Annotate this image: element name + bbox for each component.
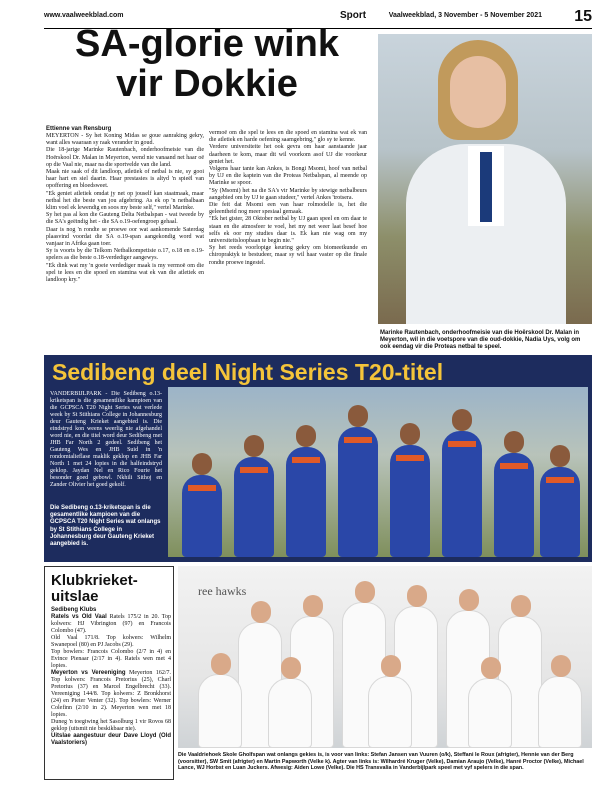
lead-column-1 [46,133,204,284]
paragraph: "Ek geniet atletiek omdat jy net op jouself kan staatmaak, maar netbal het die beste van jou afgebring. As ek op 'n netbalbaan klim voel ek lewendig en soos my beste self," vertel Marinke. [46,190,204,212]
player-figure [286,447,326,557]
paragraph: Sy is voorts by die Telkom Netbalkompetisie o.17, o.18 en o.19-spelers as die beste o.18-verdediger aangewys. [46,248,204,262]
photo-banner-text: ree hawks [198,584,247,598]
paragraph: MEYERTON - Sy het Koning Midas se goue aanraking gekry, want alles waaraan sy raak verander in goud. [46,133,204,147]
club-cricket-results-box [44,566,174,780]
issue-date: Vaalweekblad, 3 November - 5 November 2021 [388,12,542,19]
portrait-photo [378,34,592,324]
result-entry [51,607,171,614]
result-text: Duneg 'n toegiwing het Sasolburg 1 vir Rovos 68 geklop (uitsmit nie beskikbaar nie). [51,719,171,732]
team-member-figure [468,678,512,748]
player-figure [390,445,430,557]
results-list [51,607,171,747]
result-entry [51,719,171,733]
lead-headline [44,24,370,104]
player-figure [442,431,482,557]
team-member-figure [268,678,312,748]
photo-face [450,56,506,128]
result-text: Meyerton 162/7. Top kolwers: Francois Pretorius (25), Charl Pretorius (37) en Marcel Engelbrecht (33). Vereeniging 144/8. Top kolwers: Z Bronkhorst (24) en Pieter Venter (32). Top bowlers: Werner Colefinn (2/10 in 2). Meyerton wen met 18 lopies. [51,670,171,718]
paragraph: Sy het pas al kon die Gauteng Delta Netbalspan - wat tweede by die SA's geëindig het - die SA o.19-oefengroep gehaal. [46,212,204,226]
result-heading: Meyerton vs Vereeniging [51,670,126,676]
paragraph: "Ek het gister, 28 Oktober netbal by UJ gaan speel en om daar te staan en die atmosfeer te voel, het my net weer laat besef hoe selfs ek oor my studies daar is. Ek kan nie wag om my universiteitsloopbaan te begin nie." [209,216,367,245]
t20-caption: Die Sedibeng o.13-kriketspan is die gesamentlike kampioen van die GCPSCA T20 Night Series wat onlangs by St Stithians College in Johannesburg deur Gauteng Krieket aangebied is. [50,505,161,548]
team-member-figure [368,676,412,748]
result-entry [51,670,171,719]
golf-photo-caption: Die Vaaldriehoek Skole Gholfspan wat onlangs gekies is, is voor van links: Stefan Jansen van Vuuren (o/k), Steffani le Roux (afrigter), Hennie van der Berg (voorsitter), SW Smit (afrigter) en Martin Papworth (Velke k). Agter van links is: Wilhardré Kruger (Velke), Damian Araujo (Velke), Hanré Proctor (Velke), Michael Lance, WJ Horbst en Luan Juckers. Afwesig: Aiden Lowe (Velke). Die HS Transvalia in Vanderbijlpark speel met vyf spelers in die span. [178,752,584,772]
site-url[interactable]: www.vaalweekblad.com [44,12,124,19]
player-figure [234,457,274,557]
team-member-figure [538,676,582,748]
paragraph: "Sy (Msomi) het na die SA's vir Marinke by stewige netbalbeurs aangebied om by UJ te gaan studeer," vertel Ankes 'trotsera. [209,187,367,201]
player-figure [338,427,378,557]
paragraph: Die 18-jarige Marinke Rautenbach, onderhoofmeisie van die Hoërskool Dr. Malan in Meyerton, wend nie vanaand net haar oë op die Vaal nie, maar na die sportvelde van die land. [46,147,204,168]
cricket-team-photo [168,387,588,557]
paragraph: Sy het reeds voorlopige keuring gekry om biomeetkunde en chiropraktyk te bestudeer, maar sy wil haar vaster op die finale rondte proewe ingestel. [209,245,367,266]
paragraph: Die feit dat Msomi een van haar rolmodelle is, het die geleentheid nog meer spesiaal gemaak. [209,202,367,216]
results-title-line2: uitslae [51,588,99,605]
result-text: Ratels 175/2 in 20. Top kolwers: HJ Vibrington (97) en Francois Colombo (47). [51,614,172,634]
result-heading: Uitslae aangestuur deur Dave Lloyd (Old Vaalstoriers) [51,733,171,746]
lead-headline-line2: vir Dokkie [116,63,298,105]
result-text: Top bowlers: Francois Colombo (2/7 in 4) en Evince Pienaar (2/17 in 4). Ratels wen met 4 lopies. [51,649,171,669]
golf-team-photo [178,566,592,748]
result-heading: Sedibeng Klubs [51,607,97,613]
lead-column-2 [209,130,367,267]
page-number: 15 [574,8,592,25]
lead-headline-line1: SA-glorie wink [75,23,339,65]
result-entry [51,649,171,670]
result-heading: Ratels vs Old Vaal [51,614,107,620]
player-figure [494,453,534,557]
results-title-line1: Klubkrieket- [51,572,138,589]
paragraph: Verdere universiteite het ook gevra om haar aanstaande jaar daarheen te kom, maar dit wil voorkom asof UJ die voorkeur geniet het. [209,144,367,165]
paragraph: Volgens haar tante kan Ankes, is Bongi Msomi, hoof van netbal by UJ en die kaptein van die Proteas Netbalspan, al meende op Marinke se spoor. [209,166,367,187]
player-figure [540,467,580,557]
photo-tie [480,152,492,222]
player-figure [182,475,222,557]
section-title: Sport [340,10,367,21]
paragraph: "Ek dink wat my 'n goeie verdediger maak is my vermoë om die spel te lees en die spoed en stamina wat ek van die atletiek en landloop kry." [46,262,204,284]
result-entry [51,614,171,635]
t20-body: VANDERBIJLPARK - Die Sedibeng o.13-kriketspan is die gesamentlike kampioen van die GCPSCA T20 Night Series wat verlede week by St Stithians College in Johannesburg deur Gauteng Krieket aangebied is. Die eindstryd kon weens weerlig nie afgehandel word nie, en die titel word deur Sedibeng met JHB Far North 2 gedeel. Sedibeng het Gauteng Wes en JHB Suid in 'n rondomtalieflase maklik geklop en JHB Far North 1 met 24 lopies in die halfeindstryd geklop. Jaydan Nel en Rico Fourie het besonder goed gebowl. Nkhili Sithoj en Zander Olivier het goed gekolf. [50,391,162,488]
portrait-caption: Marinke Rautenbach, onderhoofmeisie van die Hoërskool Dr. Malan in Meyerton, wil in die voetspore van die oud-dokkie, Nadia Uys, volg om ook eendag vir die Proteas netbal te speel. [380,330,581,351]
lead-byline: Ettienne van Rensburg [46,126,112,132]
results-title [51,573,171,605]
paragraph: Daar is nog 'n rondte se proewe oor wat aankomende Saterdag plaasvind voordat die SA o.19-span aangekondig word wat vanjaar in Afrika gaan toer. [46,226,204,248]
paragraph: vermoë om die spel te lees en die spoed en stamina wat ek van die atletiek en harde oefening saamgebring," glo sy te kenne. [209,130,367,144]
team-member-figure [198,674,242,748]
t20-story-band [44,355,592,562]
t20-headline: Sedibeng deel Night Series T20-titel [52,359,444,385]
result-text: Old Vaal 171/8. Top kolwers: Wilhelm Swanepoel (80) en PJ Jacobs (29). [51,635,171,648]
result-entry [51,635,171,649]
result-entry [51,733,171,747]
paragraph: Maak nie saak of dit landloop, atletiek of netbal is nie, sy gooi haar hart en siel daarin. Haar prestasies is altyd 'n spieël van opoffering en bloedsweet. [46,169,204,190]
